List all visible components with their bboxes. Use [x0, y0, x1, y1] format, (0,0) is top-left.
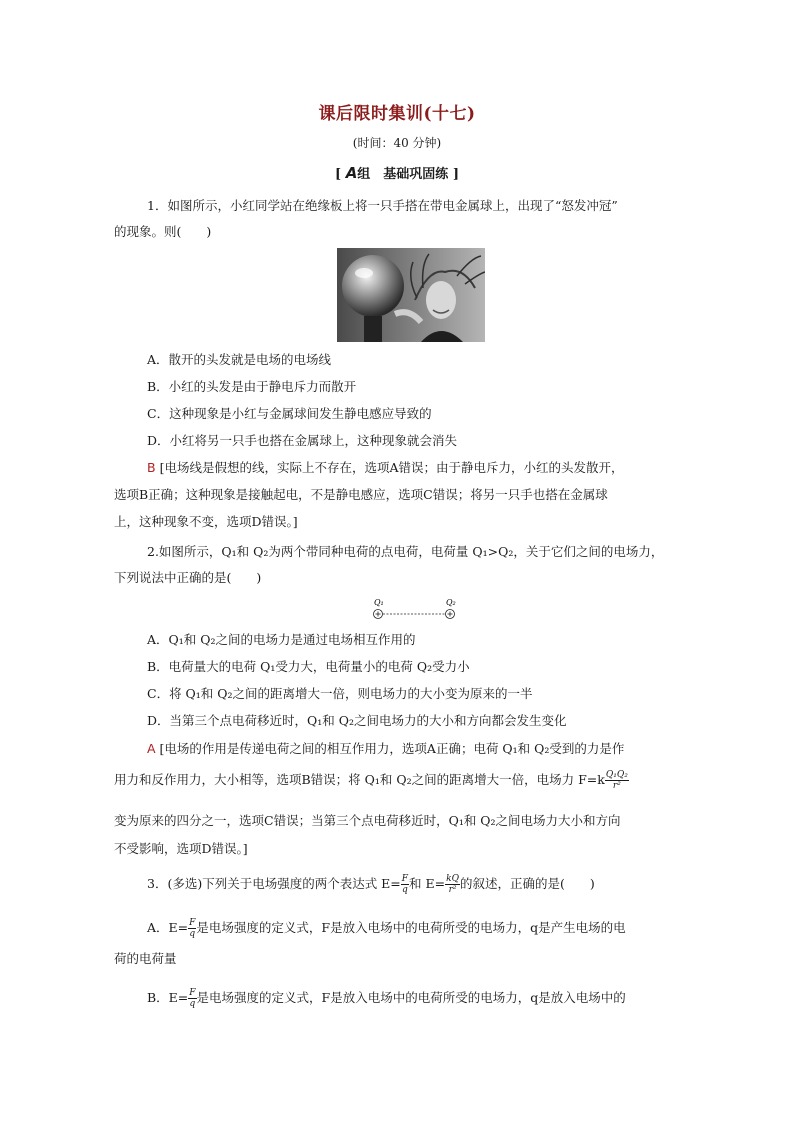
q2-option-c: C．将 Q₁和 Q₂之间的距离增大一倍，则电场力的大小变为原来的一半 [147, 686, 533, 701]
q2-fig-label-q1: Q₁ [374, 598, 384, 607]
q1-explanation-line3: 上，这种现象不变，选项D错误。] [114, 514, 298, 529]
coulomb-fraction-numerator: Q₁Q₂ [605, 770, 628, 780]
q1-stem-line1: 1．如图所示，小红同学站在绝缘板上将一只手搭在带电金属球上，出现了“怒发冲冠” [147, 198, 618, 213]
q3-stem-mid: 和 E= [409, 876, 446, 891]
q2-fig-label-q2: Q₂ [446, 598, 456, 607]
q3-option-a-line2: 荷的电荷量 [114, 951, 177, 966]
q2-explanation-text2: 用力和反作用力，大小相等，选项B错误；将 Q₁和 Q₂之间的距离增大一倍，电场力 F=k [114, 772, 605, 787]
q2-explanation-line4: 不受影响，选项D错误。] [114, 841, 248, 856]
time-note: (时间：40 分钟) [352, 136, 442, 150]
q2-explanation-line3: 变为原来的四分之一，选项C错误；当第三个点电荷移近时，Q₁和 Q₂之间电场力大小和方向 [114, 813, 621, 828]
q3-stem-post: 的叙述，正确的是( ) [459, 876, 595, 891]
q1-explanation-text1: [电场线是假想的线，实际上不存在，选项A错误；由于静电斥力，小红的头发散开， [159, 460, 624, 475]
q1-explanation-line2: 选项B正确；这种现象是接触起电，不是静电感应，选项C错误；将另一只手也搭在金属球 [114, 487, 608, 502]
q3-option-a-fraction-den: q [189, 929, 196, 939]
coulomb-fraction-denominator: r² [612, 781, 621, 791]
q3-option-a-post: 是电场强度的定义式，F是放入电场中的电荷所受的电场力，q是产生电场的电 [196, 920, 626, 935]
q3-stem [147, 874, 595, 895]
q2-explanation-line2 [114, 770, 629, 791]
page-title: 课后限时集训(十七) [318, 104, 476, 124]
q1-option-d: D．小红将另一只手也搭在金属球上，这种现象就会消失 [147, 433, 458, 448]
q1-photo-illustration [337, 248, 485, 342]
q2-stem-line1: 2.如图所示，Q₁和 Q₂为两个带同种电荷的点电荷，电荷量 Q₁>Q₂，关于它们之间的电场力， [147, 544, 664, 559]
group-bracket-close: ] [452, 167, 459, 182]
q1-answer-letter: B [147, 460, 156, 475]
group-heading [0, 163, 794, 182]
q3-stem-pre: 3．(多选)下列关于电场强度的两个表达式 E= [147, 876, 401, 891]
q3-option-b-pre: B．E= [147, 990, 189, 1005]
q2-option-b: B．电荷量大的电荷 Q₁受力大，电荷量小的电荷 Q₂受力小 [147, 659, 470, 674]
q1-option-b: B．小红的头发是由于静电斥力而散开 [147, 379, 357, 394]
q3-option-a-pre: A．E= [147, 920, 189, 935]
q3-option-b-fraction-den: q [189, 999, 196, 1009]
q3-option-a-line1 [147, 918, 626, 939]
coulomb-fraction [605, 770, 629, 791]
q3-option-b-line1 [147, 988, 626, 1009]
group-label: 组 基础巩固练 [357, 167, 449, 182]
q1-option-c: C．这种现象是小红与金属球间发生静电感应导致的 [147, 406, 432, 421]
group-letter: A [345, 164, 358, 182]
q3-stem-fraction1-num: F [401, 874, 409, 884]
q3-option-b-fraction [188, 988, 196, 1009]
q3-stem-fraction2 [445, 874, 460, 895]
q3-option-a-fraction-num: F [189, 918, 196, 928]
q1-photo-metal-sphere [337, 248, 485, 342]
q3-stem-fraction2-num: kQ [446, 874, 459, 884]
q1-stem-line2: 的现象。则( ) [114, 224, 212, 239]
q2-option-a: A．Q₁和 Q₂之间的电场力是通过电场相互作用的 [147, 632, 416, 647]
group-bracket-open: [ [335, 167, 342, 182]
q2-explanation-text1: [电场的作用是传递电荷之间的相互作用力，选项A正确；电荷 Q₁和 Q₂受到的力是作 [159, 741, 625, 756]
q2-option-d: D．当第三个点电荷移近时，Q₁和 Q₂之间电场力的大小和方向都会发生变化 [147, 713, 567, 728]
q2-stem-line2: 下列说法中正确的是( ) [114, 570, 262, 585]
q3-stem-fraction2-den: r² [448, 885, 457, 895]
q1-explanation-line1 [147, 459, 623, 477]
q1-option-a: A．散开的头发就是电场的电场线 [147, 352, 332, 367]
q3-option-b-fraction-num: F [189, 988, 196, 998]
q3-option-b-post: 是电场强度的定义式，F是放入电场中的电荷所受的电场力，q是放入电场中的 [196, 990, 626, 1005]
q2-charges-diagram [366, 597, 464, 623]
q2-diagram-figure [366, 597, 464, 623]
q2-answer-letter: A [147, 741, 156, 756]
q2-explanation-line1 [147, 740, 624, 758]
q3-stem-fraction1 [401, 874, 409, 895]
q3-stem-fraction1-den: q [402, 885, 408, 895]
